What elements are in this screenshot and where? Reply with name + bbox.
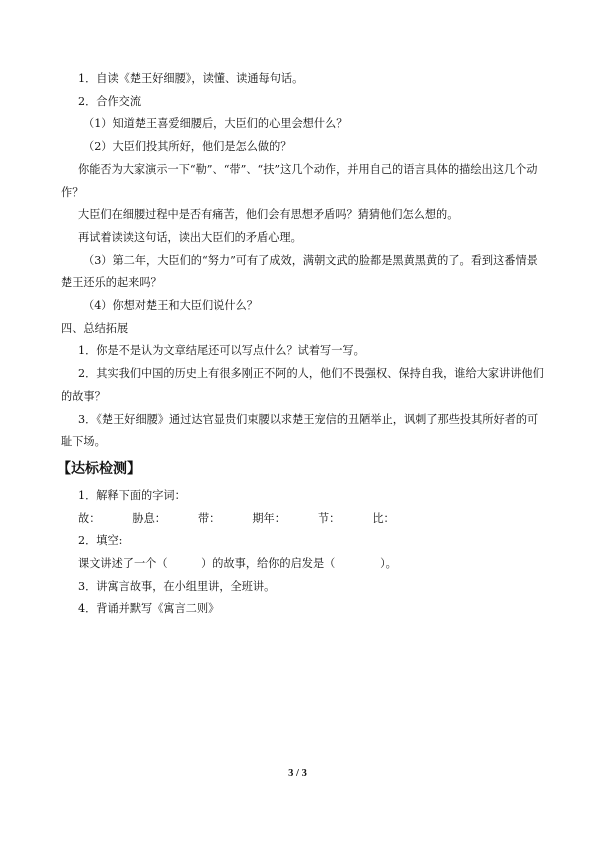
test-item-3: 3．讲寓言故事，在小组里讲，全班讲。 [78,579,276,593]
summary-item-3: 3．《楚王好细腰》通过达官显贵们束腰以求楚王宠信的丑陋举止，讽刺了那些投其所好者的可耻下场。 [61,412,539,449]
test-item-1: 1．解释下面的字词： [78,488,186,502]
page-number: 3 / 3 [288,768,307,779]
summary-item-1: 1．你是不是认为文章结尾还可以写点什么？试着写一写。 [78,344,365,358]
vocab-item: 比： [372,511,395,525]
question-2: （2）大臣们投其所好，他们是怎么做的？ [83,140,292,154]
page-content [57,68,546,621]
test-item-4: 4．背诵并默写《寓言二则》 [78,602,220,616]
question-3: （3）第二年，大臣们的“努力”可有了成效，满朝文武的脸都是黑黄黑黄的了。看到这番情景楚王还乐的起来吗？ [61,253,538,290]
paragraph-reread: 再试着读读这句话，读出大臣们的矛盾心理。 [78,230,302,244]
vocab-item: 胁息： [132,511,166,525]
step-discuss: 2．合作交流 [78,94,142,108]
section-heading-test: 【达标检测】 [57,460,141,477]
test-item-2: 2．填空: [78,534,123,548]
summary-item-2: 2．其实我们中国的历史上有很多刚正不阿的人，他们不畏强权、保持自我，谁给大家讲讲他们的故事？ [61,367,544,403]
paragraph-actions: 你能否为大家演示一下“勒”、“带”、“扶”这几个动作，并用自己的语言具体的描绘出这几个动作？ [61,162,538,199]
vocab-item: 节： [317,511,341,525]
vocab-item: 期年： [252,511,286,525]
section-summary-title: 四、总结拓展 [61,321,129,335]
vocab-list [61,508,546,531]
question-4: （4）你想对楚王和大臣们说什么？ [83,299,258,313]
question-1: （1）知道楚王喜爱细腰后，大臣们的心里会想什么？ [83,117,348,131]
vocab-item: 故： [78,511,101,525]
vocab-item: 带： [197,511,221,525]
paragraph-pain: 大臣们在细腰过程中是否有痛苦，他们会有思想矛盾吗？猜猜他们怎么想的。 [78,208,459,222]
fill-blank-sentence: 课文讲述了一个（ ）的故事，给你的启发是（ ）。 [78,557,397,571]
step-read: 1．自读《楚王好细腰》，读懂、读通每句话。 [78,72,304,85]
